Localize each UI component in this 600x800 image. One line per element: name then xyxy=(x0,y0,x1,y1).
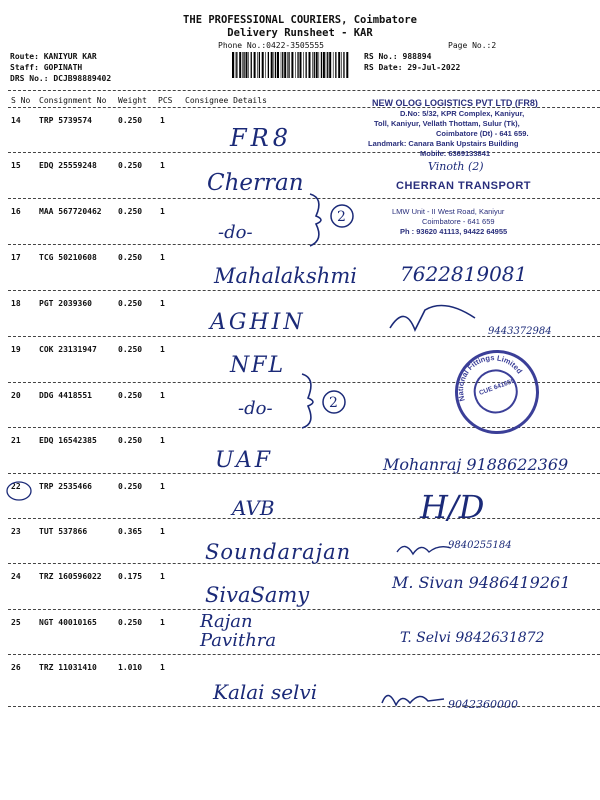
cell-sno: 23 xyxy=(11,527,21,536)
table-row xyxy=(0,663,600,673)
group-bracket xyxy=(298,370,348,432)
cell-pcs: 1 xyxy=(160,253,165,262)
stamp-line: LMW Unit - II West Road, Kaniyur xyxy=(392,207,505,216)
handwritten-consignee: AVB xyxy=(232,496,275,520)
handwritten-consignee: -do- xyxy=(238,398,273,419)
cell-weight: 1.010 xyxy=(118,663,143,672)
handwritten-receipt: 9443372984 xyxy=(488,326,552,337)
col-pcs: PCS xyxy=(158,96,173,105)
cell-weight: 0.250 xyxy=(118,253,143,262)
table-row xyxy=(0,436,600,446)
seal-center: CUE 641659 xyxy=(478,377,516,397)
group-bracket xyxy=(306,190,356,250)
cell-pcs: 1 xyxy=(160,116,165,125)
group-count: 2 xyxy=(329,395,338,411)
cell-sno: 18 xyxy=(11,299,21,308)
handwritten-consignee: Rajan Pavithra xyxy=(200,611,277,651)
signature xyxy=(395,538,455,560)
handwritten-receipt: M. Sivan 9486419261 xyxy=(392,573,571,592)
stamp-line: Mobile: 6369133841 xyxy=(420,149,491,158)
cell-consignment: DDG 4418551 xyxy=(39,391,92,400)
cell-weight: 0.250 xyxy=(118,116,143,125)
cell-consignment: EDQ 16542385 xyxy=(39,436,97,445)
cell-weight: 0.250 xyxy=(118,207,143,216)
cell-consignment: TUT 537866 xyxy=(39,527,88,536)
row-divider xyxy=(8,518,600,519)
cell-pcs: 1 xyxy=(160,527,165,536)
stamp-line: Landmark: Canara Bank Upstairs Building xyxy=(368,139,519,148)
route: Route: KANIYUR KAR xyxy=(10,52,97,61)
cell-sno: 26 xyxy=(11,663,21,672)
document-title: Delivery Runsheet - KAR xyxy=(227,27,373,39)
cell-pcs: 1 xyxy=(160,299,165,308)
col-consignment: Consignment No xyxy=(39,96,107,105)
company-name: THE PROFESSIONAL COURIERS, Coimbatore xyxy=(183,14,417,26)
cell-sno: 19 xyxy=(11,345,21,354)
cell-pcs: 1 xyxy=(160,207,165,216)
handwritten-consignee: UAF xyxy=(215,448,274,473)
row-divider xyxy=(8,654,600,655)
signature xyxy=(378,685,448,713)
rs-date: RS Date: 29-Jul-2022 xyxy=(364,63,461,72)
cell-consignment: NGT 40010165 xyxy=(39,618,97,627)
cell-weight: 0.250 xyxy=(118,618,143,627)
cell-weight: 0.365 xyxy=(118,527,143,536)
handwritten-receipt: H/D xyxy=(420,488,485,526)
cell-weight: 0.250 xyxy=(118,436,143,445)
handwritten-receipt: T. Selvi 9842631872 xyxy=(400,630,545,646)
stamp-company: CHERRAN TRANSPORT xyxy=(396,180,531,192)
table-row xyxy=(0,527,600,537)
cell-pcs: 1 xyxy=(160,345,165,354)
group-count: 2 xyxy=(337,209,346,225)
col-consignee: Consignee Details xyxy=(185,96,267,105)
divider xyxy=(8,90,600,91)
cell-pcs: 1 xyxy=(160,161,165,170)
cell-consignment: TRP 2535466 xyxy=(39,482,92,491)
row-divider xyxy=(8,290,600,291)
cell-consignment: TRZ 160596022 xyxy=(39,572,102,581)
cell-sno: 14 xyxy=(11,116,21,125)
handwritten-consignee: SivaSamy xyxy=(205,583,310,607)
stamp-line: Ph : 93620 41113, 94422 64955 xyxy=(400,227,508,236)
handwritten-consignee: Mahalakshmi xyxy=(214,264,357,288)
handwritten-receipt: 7622819081 xyxy=(400,262,528,286)
cell-weight: 0.175 xyxy=(118,572,143,581)
cell-pcs: 1 xyxy=(160,436,165,445)
cell-consignment: TRP 5739574 xyxy=(39,116,92,125)
circle-mark xyxy=(5,480,33,502)
signature xyxy=(385,300,485,340)
stamp-line: Toll, Kaniyur, Vellath Thottam, Sulur (Tk), xyxy=(374,119,520,128)
seal-text: National Fittings Limited xyxy=(456,353,525,403)
cell-pcs: 1 xyxy=(160,391,165,400)
cell-consignment: PGT 2039360 xyxy=(39,299,92,308)
handwritten-consignee: AGHIN xyxy=(210,310,306,335)
page-number: Page No.:2 xyxy=(448,41,497,50)
cell-pcs: 1 xyxy=(160,572,165,581)
cell-pcs: 1 xyxy=(160,663,165,672)
cell-sno: 17 xyxy=(11,253,21,262)
handwritten-consignee: Cherran xyxy=(207,170,304,196)
rs-number: RS No.: 988894 xyxy=(364,52,432,61)
cell-weight: 0.250 xyxy=(118,345,143,354)
handwritten-consignee: Kalai selvi xyxy=(213,680,318,704)
cell-sno: 15 xyxy=(11,161,21,170)
cell-consignment: TCG 50210608 xyxy=(39,253,97,262)
cell-weight: 0.250 xyxy=(118,391,143,400)
table-row xyxy=(0,482,600,492)
handwritten-receipt: Vinoth (2) xyxy=(428,160,484,173)
stamp-line: D.No: 5/32, KPR Complex, Kaniyur, xyxy=(400,109,525,118)
cell-consignment: COK 23131947 xyxy=(39,345,97,354)
cell-sno: 24 xyxy=(11,572,21,581)
handwritten-consignee: -do- xyxy=(218,222,253,243)
handwritten-consignee: Soundarajan xyxy=(205,540,352,564)
cell-sno: 16 xyxy=(11,207,21,216)
phone-number: Phone No.:0422-3505555 xyxy=(218,41,324,50)
cell-pcs: 1 xyxy=(160,618,165,627)
handwritten-receipt: 9840255184 xyxy=(448,540,512,551)
cell-sno: 21 xyxy=(11,436,21,445)
col-sno: S No xyxy=(11,96,31,105)
handwritten-consignee: FR8 xyxy=(230,124,292,152)
col-weight: Weight xyxy=(118,96,147,105)
stamp-fr8 xyxy=(366,98,600,248)
staff: Staff: GOPINATH xyxy=(10,63,83,72)
cell-sno: 22 xyxy=(11,482,21,491)
drs-number: DRS No.: DCJB98889402 xyxy=(10,74,112,83)
table-row xyxy=(0,299,600,309)
cell-weight: 0.250 xyxy=(118,161,143,170)
cell-weight: 0.250 xyxy=(118,299,143,308)
stamp-line: Coimbatore - 641 659 xyxy=(422,217,495,226)
handwritten-receipt: 9042360000 xyxy=(448,698,518,711)
cell-consignment: MAA 567720462 xyxy=(39,207,102,216)
barcode xyxy=(232,52,350,78)
stamp-line: Coimbatore (Dt) - 641 659. xyxy=(436,129,529,138)
row-divider xyxy=(8,609,600,610)
cell-consignment: TRZ 11031410 xyxy=(39,663,97,672)
cell-consignment: EDQ 25559248 xyxy=(39,161,97,170)
handwritten-consignee: NFL xyxy=(230,353,286,378)
cell-pcs: 1 xyxy=(160,482,165,491)
cell-sno: 20 xyxy=(11,391,21,400)
cell-weight: 0.250 xyxy=(118,482,143,491)
handwritten-receipt: Mohanraj 9188622369 xyxy=(383,455,569,474)
stamp-company: NEW OLOG LOGISTICS PVT LTD (FR8) xyxy=(372,98,538,108)
cell-sno: 25 xyxy=(11,618,21,627)
